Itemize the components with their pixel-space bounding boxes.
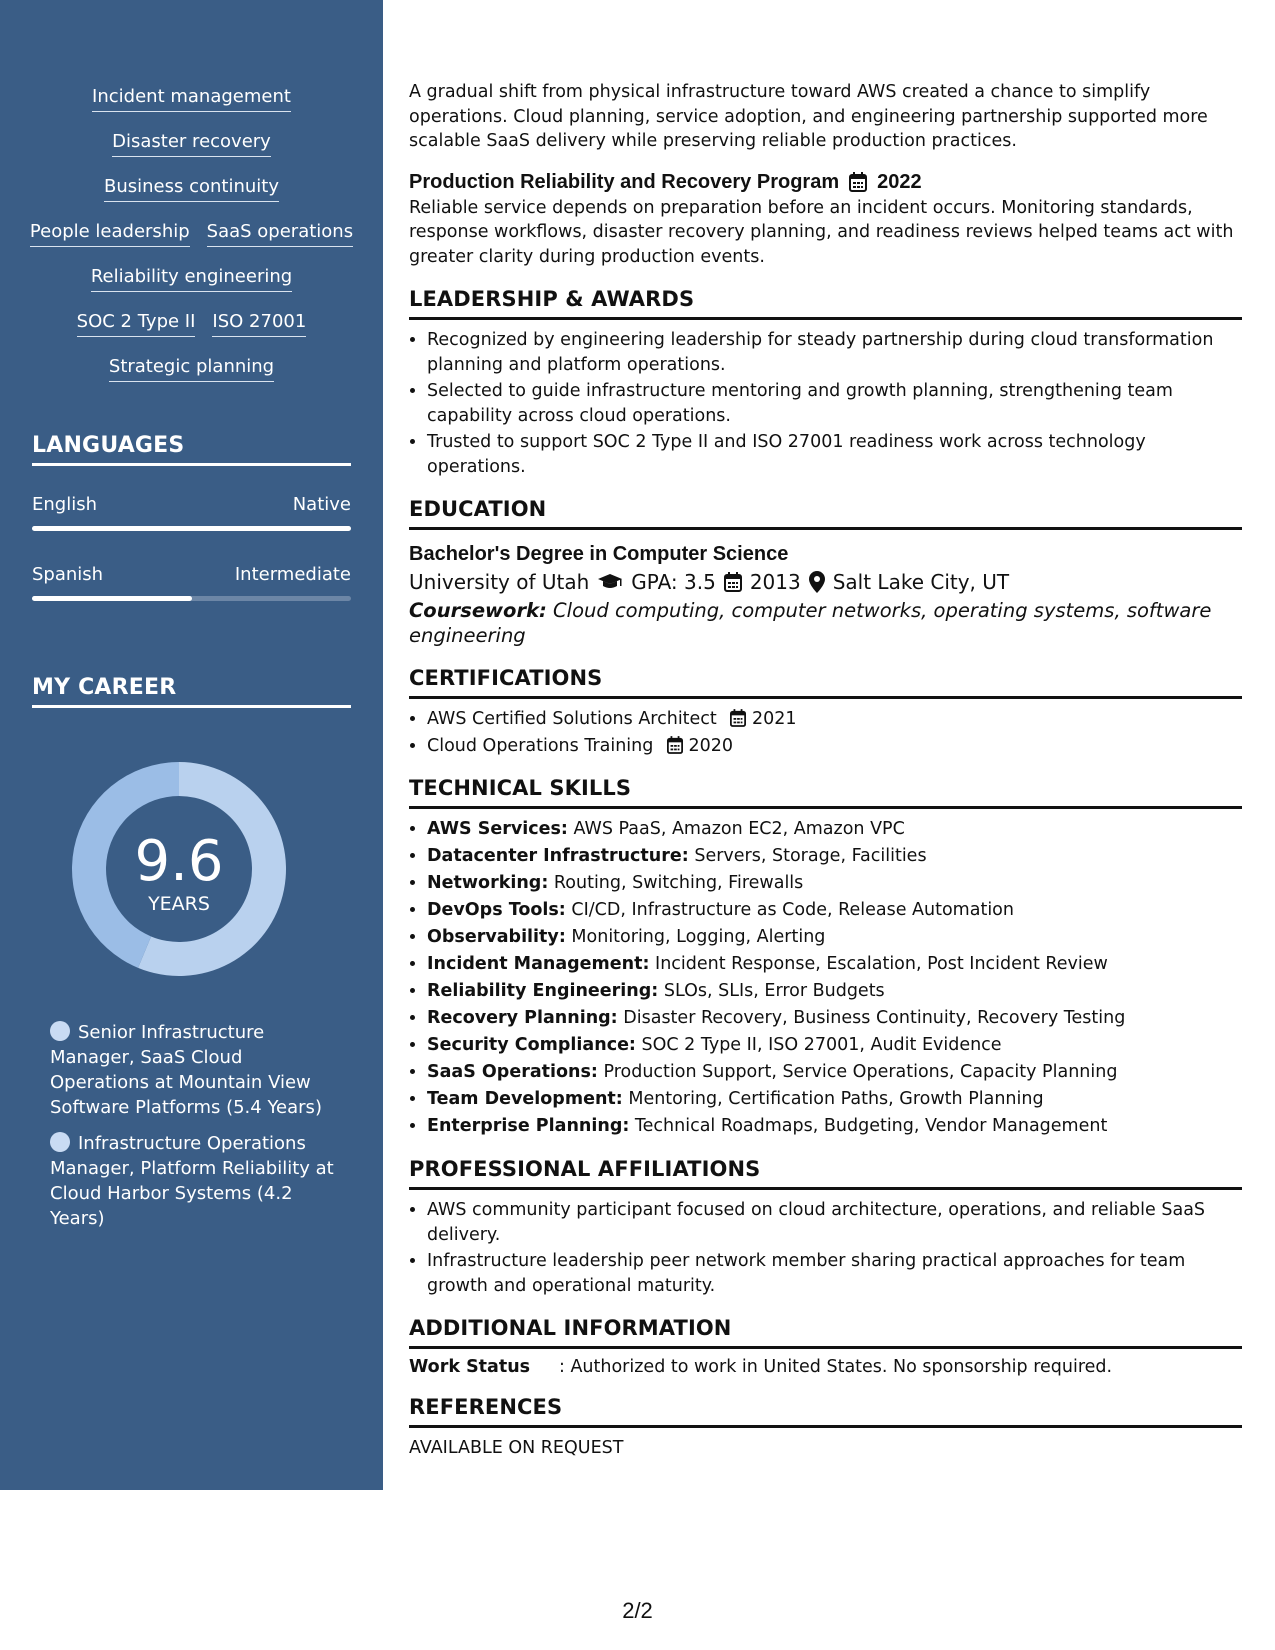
career-item: Infrastructure Operations Manager, Platform Reliability at Cloud Harbor Systems (4.2 Years) <box>50 1133 334 1229</box>
project-title: Production Reliability and Recovery Program 2022 <box>409 168 1242 196</box>
calendar-icon <box>667 736 683 754</box>
tag-row <box>0 266 383 311</box>
list-item: • Trusted to support SOC 2 Type II and ISO 27001 readiness work across technology operations. <box>427 430 1242 479</box>
project-description: Reliable service depends on preparation before an incident occurs. Monitoring standards, response workflows, disaster recovery planning, and readiness reviews helped teams act with greater clarity during production events. <box>409 197 1234 267</box>
list-item: • Cloud Operations Training 2020 <box>427 734 1242 759</box>
list-item: • Enterprise Planning: Technical Roadmaps, Budgeting, Vendor Management <box>427 1114 1242 1139</box>
languages-heading: LANGUAGES <box>32 433 351 466</box>
career-heading: MY CAREER <box>32 675 351 708</box>
language-bar <box>32 596 351 601</box>
language-bar-fill <box>32 596 192 601</box>
work-status-label: Work Status <box>409 1357 531 1377</box>
intro-paragraph: A gradual shift from physical infrastructure toward AWS created a chance to simplify operations. Cloud planning, service adoption, and engineering partnership supported more scalable SaaS delivery while preserving reliable production practices. <box>409 82 1208 151</box>
list-item: • AWS Certified Solutions Architect 2021 <box>427 707 1242 732</box>
language-level: Native <box>292 494 351 515</box>
education-meta <box>409 568 1242 596</box>
list-item: • Incident Management: Incident Response, Escalation, Post Incident Review <box>427 952 1242 977</box>
language-bar-fill <box>32 526 351 531</box>
list-item: • Observability: Monitoring, Logging, Alerting <box>427 925 1242 950</box>
tag-row <box>0 311 383 356</box>
skill-tag: Strategic planning <box>109 356 274 382</box>
skill-tag: ISO 27001 <box>212 311 306 337</box>
career-item: Senior Infrastructure Manager, SaaS Cloud Operations at Mountain View Software Platforms (5.4 Years) <box>50 1022 322 1118</box>
tag-row <box>0 221 383 266</box>
affiliations-heading: PROFESSIONAL AFFILIATIONS <box>409 1155 1242 1190</box>
list-item: • Datacenter Infrastructure: Servers, Storage, Facilities <box>427 844 1242 869</box>
project-year: 2022 <box>877 170 922 193</box>
affiliations-list <box>409 1198 1242 1298</box>
list-item: • Recovery Planning: Disaster Recovery, Business Continuity, Recovery Testing <box>427 1006 1242 1031</box>
degree-title: Bachelor's Degree in Computer Science <box>409 543 789 565</box>
list-item: • Networking: Routing, Switching, Firewalls <box>427 871 1242 896</box>
skill-tags <box>0 86 383 401</box>
skill-tag: SaaS operations <box>207 221 353 247</box>
tag-row <box>0 131 383 176</box>
main-content <box>409 80 1242 1458</box>
technical-skills-heading: TECHNICAL SKILLS <box>409 774 1242 809</box>
work-status-value: : Authorized to work in United States. No sponsorship required. <box>559 1357 1113 1377</box>
skill-tag: People leadership <box>30 221 190 247</box>
skill-tag: SOC 2 Type II <box>77 311 196 337</box>
coursework: Coursework: Cloud computing, computer networks, operating systems, software engineering <box>409 599 1212 647</box>
list-item: • Selected to guide infrastructure mentoring and growth planning, strengthening team capability across cloud operations. <box>427 379 1242 428</box>
education-heading: EDUCATION <box>409 495 1242 530</box>
gpa: GPA: 3.5 <box>631 570 716 594</box>
list-item: • Infrastructure leadership peer network member sharing practical approaches for team growth and operational maturity. <box>427 1249 1242 1298</box>
language-name: Spanish <box>32 564 104 585</box>
location-pin-icon <box>809 571 825 593</box>
skill-tag: Reliability engineering <box>91 266 292 292</box>
school-name: University of Utah <box>409 570 590 594</box>
additional-info-heading: ADDITIONAL INFORMATION <box>409 1314 1242 1349</box>
language-english <box>32 494 351 531</box>
graduation-year: 2013 <box>749 570 801 594</box>
skill-tag: Business continuity <box>104 176 279 202</box>
list-item: • SaaS Operations: Production Support, Service Operations, Capacity Planning <box>427 1060 1242 1085</box>
language-name: English <box>32 494 97 515</box>
references-heading: REFERENCES <box>409 1393 1242 1428</box>
list-item: • DevOps Tools: CI/CD, Infrastructure as Code, Release Automation <box>427 898 1242 923</box>
career-donut <box>64 754 294 984</box>
language-level: Intermediate <box>234 564 351 585</box>
leadership-heading: LEADERSHIP & AWARDS <box>409 285 1242 320</box>
list-item: • Security Compliance: SOC 2 Type II, ISO 27001, Audit Evidence <box>427 1033 1242 1058</box>
list-item: • AWS community participant focused on cloud architecture, operations, and reliable SaaS delivery. <box>427 1198 1242 1247</box>
leadership-list <box>409 328 1242 479</box>
skill-tag: Incident management <box>92 86 291 112</box>
language-bar <box>32 526 351 531</box>
tag-row <box>0 176 383 221</box>
language-spanish <box>32 564 351 601</box>
list-item: • AWS Services: AWS PaaS, Amazon EC2, Amazon VPC <box>427 817 1242 842</box>
list-item: • Team Development: Mentoring, Certification Paths, Growth Planning <box>427 1087 1242 1112</box>
calendar-icon <box>724 572 742 592</box>
graduation-cap-icon <box>597 573 623 591</box>
certifications-list <box>409 707 1242 758</box>
bullet-dot-icon <box>50 1021 70 1041</box>
calendar-icon <box>849 172 867 192</box>
tag-row <box>0 86 383 131</box>
technical-skills-list <box>409 817 1242 1139</box>
career-years-unit: YEARS <box>148 893 210 915</box>
sidebar <box>0 0 383 1490</box>
page-number: 2/2 <box>622 1598 653 1623</box>
calendar-icon <box>730 709 746 727</box>
bullet-dot-icon <box>50 1132 70 1152</box>
tag-row <box>0 356 383 401</box>
certifications-heading: CERTIFICATIONS <box>409 664 1242 699</box>
list-item: • Reliability Engineering: SLOs, SLIs, Error Budgets <box>427 979 1242 1004</box>
list-item: • Recognized by engineering leadership for steady partnership during cloud transformation planning and platform operations. <box>427 328 1242 377</box>
skill-tag: Disaster recovery <box>112 131 271 157</box>
career-years-value: 9.6 <box>134 829 224 894</box>
work-status-row <box>409 1357 1242 1377</box>
references-text: AVAILABLE ON REQUEST <box>409 1438 624 1458</box>
school-location: Salt Lake City, UT <box>832 570 1010 594</box>
